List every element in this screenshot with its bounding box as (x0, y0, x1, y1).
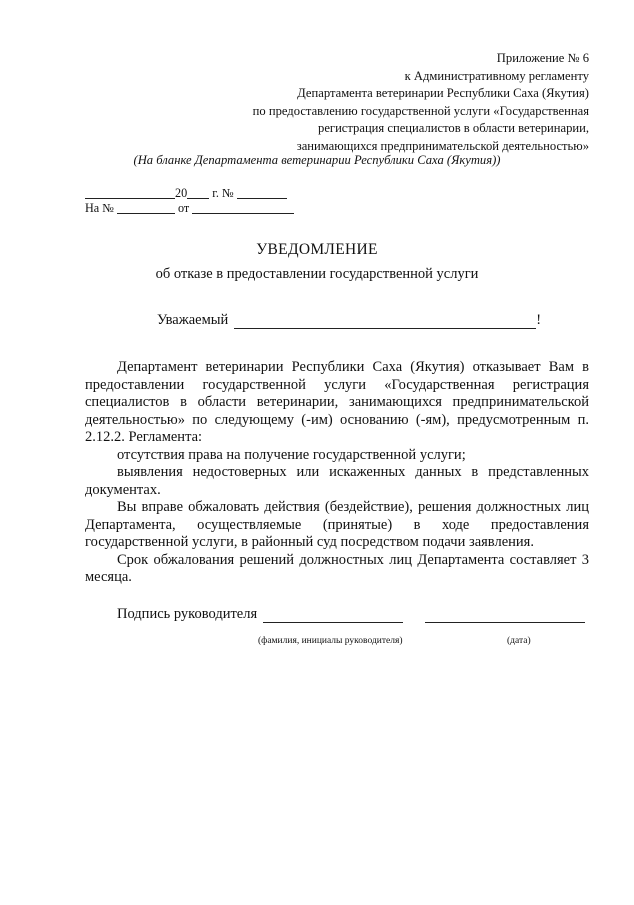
year-blank (187, 188, 209, 199)
ref-date-blank (192, 203, 294, 214)
signature-date-blank (425, 608, 585, 623)
ref-from: от (177, 200, 190, 215)
annex-line: Департамента ветеринарии Республики Саха (Якутия) (297, 86, 589, 100)
year-suffix: г. № (212, 186, 234, 200)
addressee-blank (234, 314, 536, 329)
greeting (157, 312, 557, 329)
reason-item: выявления недостоверных или искаженных данных в представленных документах. (85, 464, 589, 498)
ref-prefix: На № (85, 200, 114, 215)
annex-line: по предоставлению государственной услуги «Государственная (252, 103, 589, 118)
year-prefix: 20 (175, 186, 188, 200)
reason-item: отсутствия права на получение государственной услуги; (117, 446, 466, 463)
paragraph-term: Срок обжалования решений должностных лиц Департамента составляет 3 месяца. (85, 551, 589, 585)
greeting-end: ! (536, 312, 542, 328)
registration-block (85, 186, 325, 215)
registration-line-1 (85, 186, 325, 201)
signature-name-blank (263, 608, 403, 623)
greeting-label: Уважаемый (157, 312, 229, 328)
signature-label: Подпись руководителя (117, 606, 258, 622)
number-blank (237, 188, 287, 199)
date-blank (85, 188, 175, 199)
document-title: УВЕДОМЛЕНИЕ (256, 241, 378, 258)
letterhead-note: (На бланке Департамента ветеринарии Республики Саха (Якутия)) (133, 153, 501, 167)
annex-line: к Административному регламенту (404, 68, 589, 83)
annex-line: регистрация специалистов в области ветеринарии, (318, 121, 589, 135)
signature-row (117, 606, 597, 623)
annex-header (169, 50, 589, 155)
annex-line: занимающихся предпринимательской деятельностью» (296, 138, 589, 153)
notice-body (85, 359, 589, 587)
signature-caption-date: (дата) (507, 636, 531, 646)
document-subtitle: об отказе в предоставлении государственной услуги (155, 266, 479, 282)
ref-number-blank (117, 203, 175, 214)
paragraph-appeal: Вы вправе обжаловать действия (бездействие), решения должностных лиц Департамента, осуществляемые (принятые) в ходе предоставления государственной услуги, в районный суд посредством подачи заявления. (85, 499, 589, 550)
signature-caption-name: (фамилия, инициалы руководителя) (258, 636, 403, 646)
annex-line: Приложение № 6 (496, 51, 589, 65)
registration-line-2 (85, 201, 325, 216)
paragraph-refusal: Департамент ветеринарии Республики Саха (Якутия) отказывает Вам в предоставлении государственной услуги «Государственная регистрация специалистов в области ветеринарии, занимающихся предпринимательской деятельностью» по следующему (-им) основанию (-ям), предусмотренным п. 2.12.2. Регламента: (85, 359, 589, 445)
